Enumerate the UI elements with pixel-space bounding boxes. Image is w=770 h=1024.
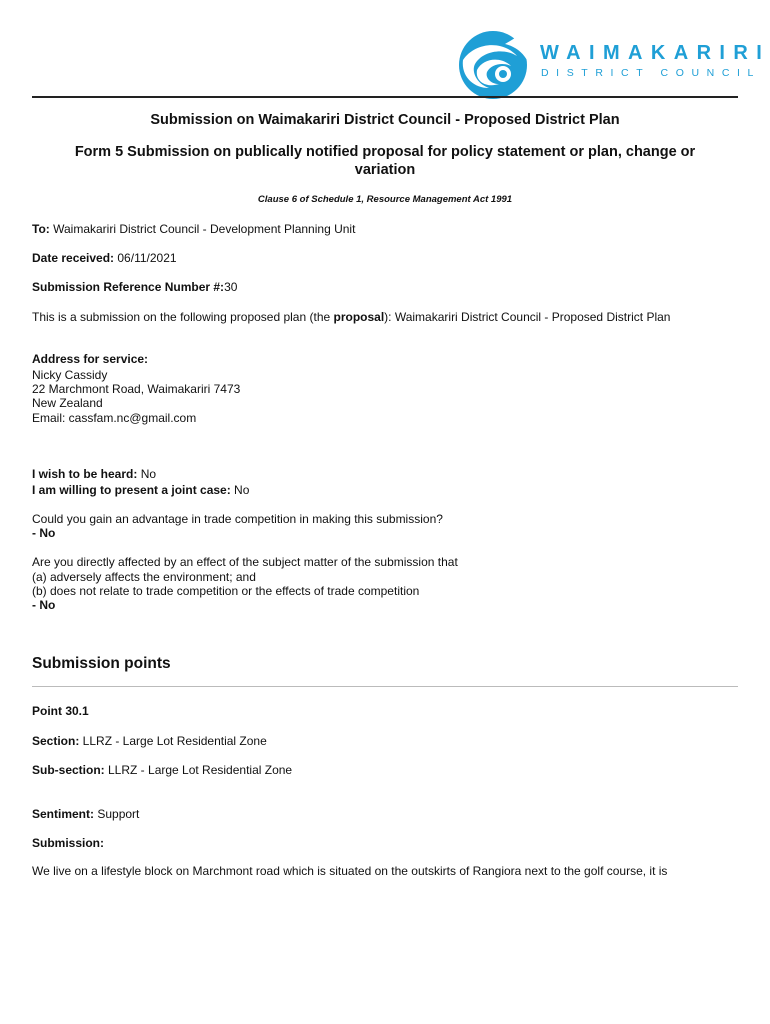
logo-subtitle: DISTRICT COUNCIL — [541, 67, 761, 79]
address-street: 22 Marchmont Road, Waimakariri 7473 — [32, 382, 241, 396]
to-line — [32, 222, 738, 236]
point-subsection-label: Sub-section: — [32, 763, 105, 777]
to-label: To: — [32, 222, 50, 236]
point-sentiment-line — [32, 807, 738, 821]
document-title: Submission on Waimakariri District Council - Proposed District Plan — [150, 112, 620, 128]
affected-question-line1: Are you directly affected by an effect of the subject matter of the submission that — [32, 555, 458, 569]
joint-case-label: I am willing to present a joint case: — [32, 483, 231, 497]
trade-answer: - No — [32, 526, 56, 540]
point-label: Point 30.1 — [32, 704, 89, 718]
heard-label: I wish to be heard: — [32, 467, 138, 481]
date-received-label: Date received: — [32, 251, 115, 265]
form-title — [32, 143, 738, 179]
submission-points-heading: Submission points — [32, 655, 171, 672]
header-divider — [32, 96, 738, 98]
heard-line — [32, 467, 738, 481]
point-section-label: Section: — [32, 734, 80, 748]
logo-swirl-icon — [455, 30, 535, 100]
heard-value: No — [137, 467, 157, 481]
proposal-after: ): Waimakariri District Council - Proposed District Plan — [384, 310, 671, 324]
point-sentiment-value: Support — [94, 807, 140, 821]
point-section-value: LLRZ - Large Lot Residential Zone — [79, 734, 267, 748]
address-country: New Zealand — [32, 396, 103, 410]
point-submission-label: Submission: — [32, 836, 105, 850]
reference-value: 30 — [224, 280, 238, 294]
affected-question-line2: (a) adversely affects the environment; and — [32, 570, 256, 584]
affected-question-line3: (b) does not relate to trade competition or the effects of trade competition — [32, 584, 420, 598]
point-subsection-line — [32, 763, 738, 777]
address-email: Email: cassfam.nc@gmail.com — [32, 411, 197, 425]
form-title-line2: variation — [354, 162, 416, 178]
proposal-bold: proposal — [333, 310, 385, 324]
proposal-before: This is a submission on the following proposed plan (the — [32, 310, 334, 324]
to-value: Waimakariri District Council - Development Planning Unit — [49, 222, 356, 236]
trade-question: Could you gain an advantage in trade competition in making this submission? — [32, 512, 443, 526]
point-section-line — [32, 734, 738, 748]
date-received-value: 06/11/2021 — [114, 251, 177, 265]
logo-wordmark: WAIMAKARIRI — [540, 42, 770, 64]
date-received-line — [32, 251, 738, 265]
joint-case-line — [32, 483, 738, 497]
section-divider — [32, 686, 738, 687]
address-name: Nicky Cassidy — [32, 368, 108, 382]
joint-case-value: No — [230, 483, 250, 497]
point-subsection-value: LLRZ - Large Lot Residential Zone — [104, 763, 293, 777]
council-logo — [455, 30, 770, 100]
proposal-line — [32, 310, 738, 324]
reference-label: Submission Reference Number #: — [32, 280, 225, 294]
form-title-line1: Form 5 Submission on publically notified proposal for policy statement or plan, change or — [74, 144, 696, 160]
affected-answer: - No — [32, 598, 56, 612]
point-submission-text: We live on a lifestyle block on Marchmont road which is situated on the outskirts of Rangiora next to the golf course, it is — [32, 864, 668, 878]
reference-line — [32, 280, 738, 294]
clause-reference: Clause 6 of Schedule 1, Resource Management Act 1991 — [257, 194, 513, 205]
point-sentiment-label: Sentiment: — [32, 807, 95, 821]
address-label: Address for service: — [32, 352, 149, 366]
